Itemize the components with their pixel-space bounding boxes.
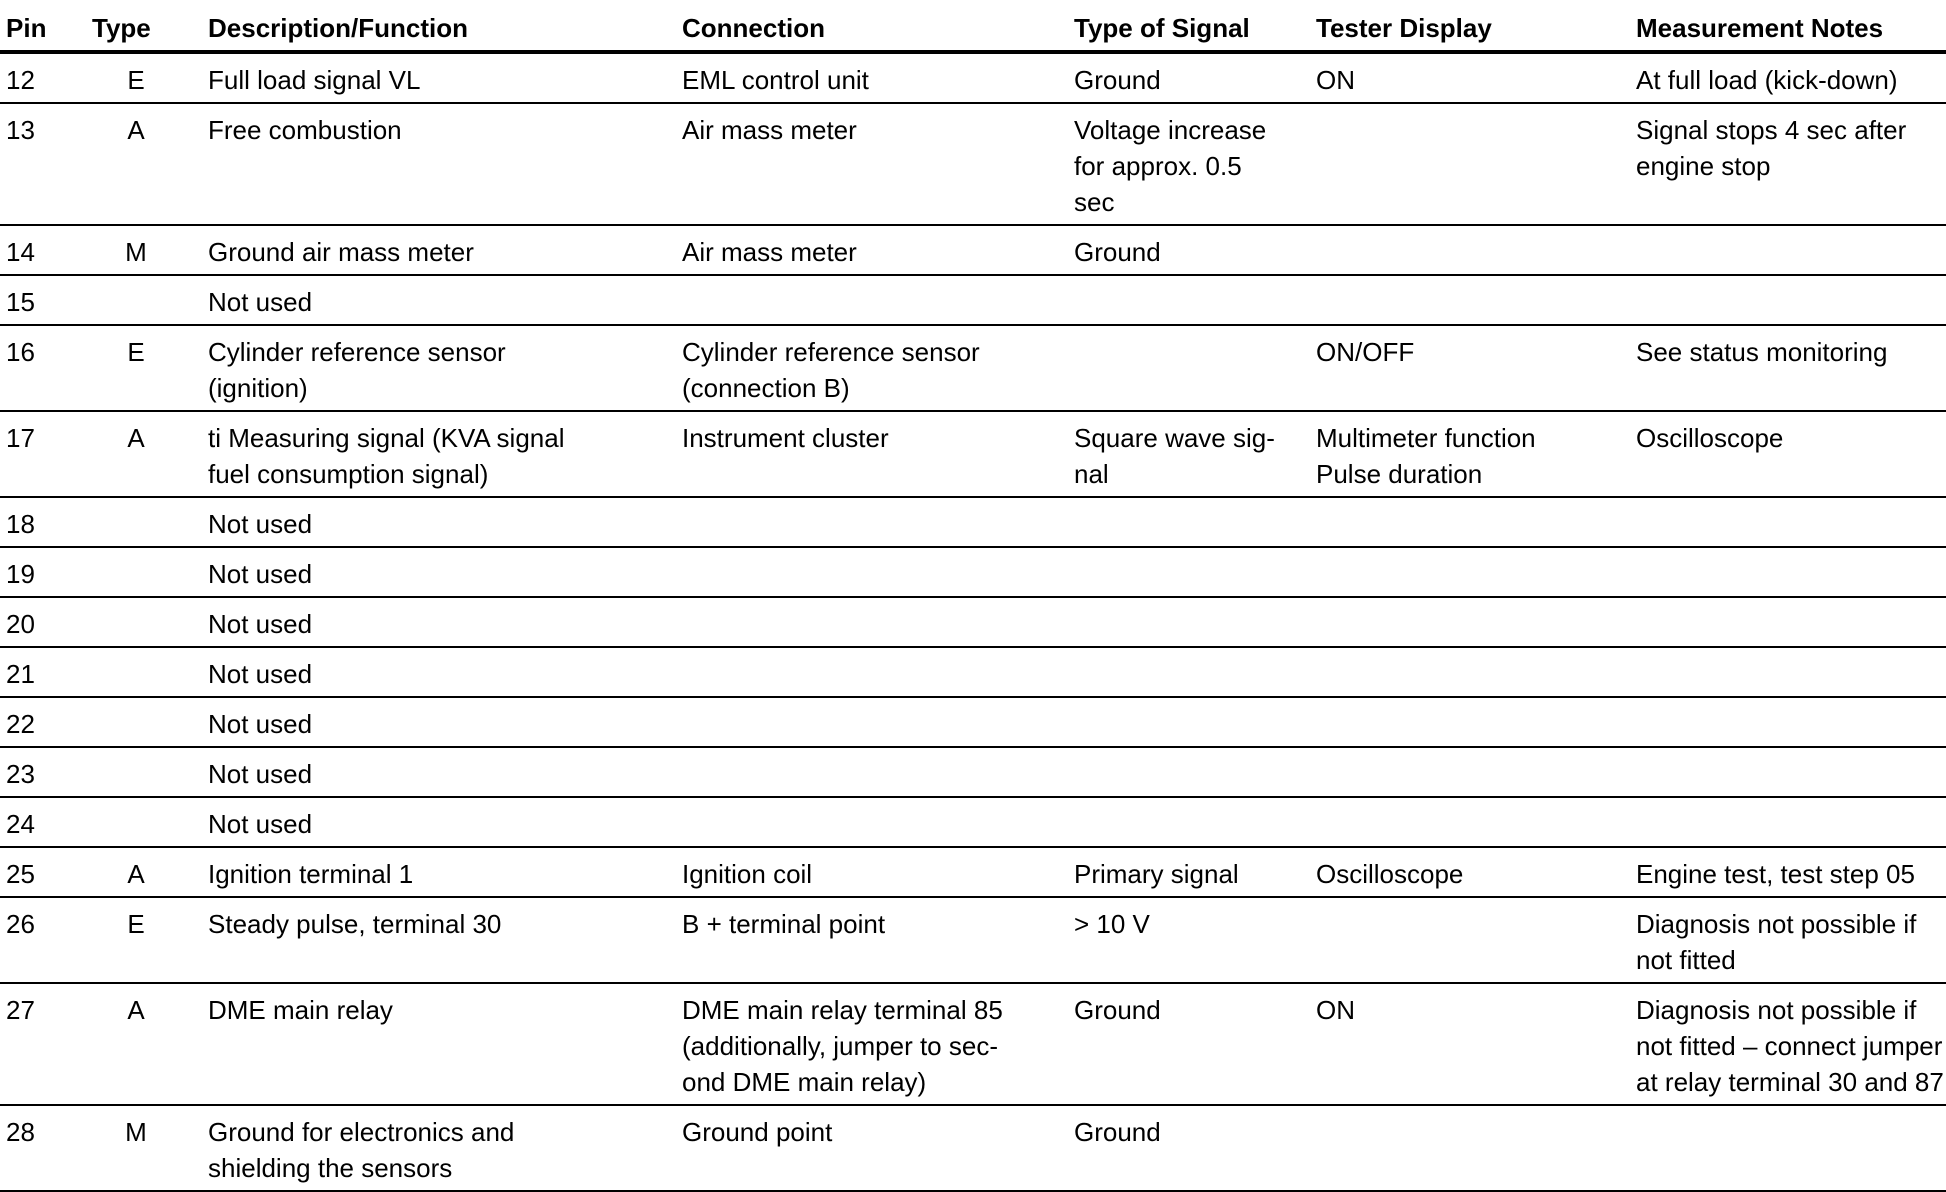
cell-description: Not used xyxy=(208,597,682,647)
cell-tester: ON/OFF xyxy=(1316,325,1636,411)
table-row xyxy=(0,497,1946,547)
cell-signal: Primary signal xyxy=(1074,847,1316,897)
cell-pin: 17 xyxy=(0,411,92,497)
header-connection: Connection xyxy=(682,0,1074,52)
cell-pin: 14 xyxy=(0,225,92,275)
cell-tester xyxy=(1316,103,1636,225)
table-row xyxy=(0,647,1946,697)
cell-pin: 12 xyxy=(0,52,92,103)
cell-connection: Air mass meter xyxy=(682,225,1074,275)
cell-type xyxy=(92,547,208,597)
cell-description: Not used xyxy=(208,547,682,597)
cell-description: Not used xyxy=(208,797,682,847)
table-row xyxy=(0,325,1946,411)
cell-description: Ground for electronics and shielding the sensors xyxy=(208,1105,682,1191)
cell-connection xyxy=(682,747,1074,797)
cell-pin: 25 xyxy=(0,847,92,897)
header-tester: Tester Display xyxy=(1316,0,1636,52)
cell-tester xyxy=(1316,897,1636,983)
table-row xyxy=(0,697,1946,747)
cell-pin: 19 xyxy=(0,547,92,597)
cell-tester: Oscilloscope xyxy=(1316,847,1636,897)
cell-signal xyxy=(1074,647,1316,697)
table-row xyxy=(0,797,1946,847)
cell-notes xyxy=(1636,647,1946,697)
cell-connection: Cylinder reference sensor (connection B) xyxy=(682,325,1074,411)
cell-connection: EML control unit xyxy=(682,52,1074,103)
cell-type xyxy=(92,497,208,547)
cell-tester xyxy=(1316,547,1636,597)
cell-connection xyxy=(682,797,1074,847)
table-row xyxy=(0,275,1946,325)
cell-description: Not used xyxy=(208,747,682,797)
table-row xyxy=(0,547,1946,597)
cell-description: ti Measuring signal (KVA signal fuel consumption signal) xyxy=(208,411,682,497)
cell-signal: Voltage increase for approx. 0.5 sec xyxy=(1074,103,1316,225)
cell-notes xyxy=(1636,697,1946,747)
cell-type xyxy=(92,747,208,797)
table-row xyxy=(0,897,1946,983)
cell-description: Free combustion xyxy=(208,103,682,225)
cell-tester xyxy=(1316,1105,1636,1191)
cell-type: A xyxy=(92,847,208,897)
cell-signal: Ground xyxy=(1074,983,1316,1105)
table-row xyxy=(0,52,1946,103)
cell-tester xyxy=(1316,275,1636,325)
cell-notes xyxy=(1636,225,1946,275)
header-type: Type xyxy=(92,0,208,52)
cell-notes: Oscilloscope xyxy=(1636,411,1946,497)
cell-description: Not used xyxy=(208,647,682,697)
cell-notes xyxy=(1636,497,1946,547)
cell-connection xyxy=(682,697,1074,747)
cell-tester xyxy=(1316,797,1636,847)
cell-type: M xyxy=(92,1105,208,1191)
cell-signal: Square wave sig- nal xyxy=(1074,411,1316,497)
cell-signal xyxy=(1074,597,1316,647)
cell-connection: Instrument cluster xyxy=(682,411,1074,497)
cell-type: E xyxy=(92,52,208,103)
header-notes: Measurement Notes xyxy=(1636,0,1946,52)
cell-tester xyxy=(1316,647,1636,697)
cell-pin: 16 xyxy=(0,325,92,411)
table-header xyxy=(0,0,1946,52)
cell-description: Full load signal VL xyxy=(208,52,682,103)
cell-pin: 24 xyxy=(0,797,92,847)
cell-type xyxy=(92,647,208,697)
cell-pin: 13 xyxy=(0,103,92,225)
table-row xyxy=(0,847,1946,897)
cell-signal xyxy=(1074,697,1316,747)
cell-type: E xyxy=(92,897,208,983)
cell-signal xyxy=(1074,747,1316,797)
cell-description: Ground air mass meter xyxy=(208,225,682,275)
cell-tester: ON xyxy=(1316,983,1636,1105)
table-row xyxy=(0,747,1946,797)
cell-type: A xyxy=(92,983,208,1105)
cell-signal: Ground xyxy=(1074,52,1316,103)
cell-type: E xyxy=(92,325,208,411)
table-row xyxy=(0,103,1946,225)
table-body xyxy=(0,52,1946,1191)
cell-signal: Ground xyxy=(1074,225,1316,275)
header-description: Description/Function xyxy=(208,0,682,52)
cell-signal xyxy=(1074,547,1316,597)
cell-tester xyxy=(1316,747,1636,797)
cell-signal: Ground xyxy=(1074,1105,1316,1191)
cell-description: Cylinder reference sensor (ignition) xyxy=(208,325,682,411)
cell-connection xyxy=(682,547,1074,597)
cell-connection: Air mass meter xyxy=(682,103,1074,225)
cell-tester: ON xyxy=(1316,52,1636,103)
cell-type xyxy=(92,597,208,647)
cell-signal xyxy=(1074,497,1316,547)
cell-pin: 20 xyxy=(0,597,92,647)
cell-notes: Engine test, test step 05 xyxy=(1636,847,1946,897)
cell-tester xyxy=(1316,225,1636,275)
table-row xyxy=(0,225,1946,275)
cell-description: Not used xyxy=(208,697,682,747)
cell-pin: 21 xyxy=(0,647,92,697)
cell-type: M xyxy=(92,225,208,275)
cell-tester xyxy=(1316,497,1636,547)
cell-signal: > 10 V xyxy=(1074,897,1316,983)
table-row xyxy=(0,983,1946,1105)
cell-tester: Multimeter function Pulse duration xyxy=(1316,411,1636,497)
cell-type xyxy=(92,797,208,847)
cell-type: A xyxy=(92,411,208,497)
header-signal: Type of Signal xyxy=(1074,0,1316,52)
table-row xyxy=(0,597,1946,647)
cell-notes xyxy=(1636,1105,1946,1191)
cell-pin: 27 xyxy=(0,983,92,1105)
cell-tester xyxy=(1316,697,1636,747)
cell-connection: B + terminal point xyxy=(682,897,1074,983)
cell-connection: Ignition coil xyxy=(682,847,1074,897)
cell-description: Not used xyxy=(208,497,682,547)
cell-connection: Ground point xyxy=(682,1105,1074,1191)
cell-description: Ignition terminal 1 xyxy=(208,847,682,897)
cell-description: Steady pulse, terminal 30 xyxy=(208,897,682,983)
cell-signal xyxy=(1074,325,1316,411)
cell-pin: 23 xyxy=(0,747,92,797)
header-pin: Pin xyxy=(0,0,92,52)
cell-pin: 22 xyxy=(0,697,92,747)
cell-connection xyxy=(682,275,1074,325)
cell-notes: Signal stops 4 sec after engine stop xyxy=(1636,103,1946,225)
cell-notes: See status monitoring xyxy=(1636,325,1946,411)
cell-pin: 15 xyxy=(0,275,92,325)
cell-type xyxy=(92,697,208,747)
cell-type: A xyxy=(92,103,208,225)
cell-description: DME main relay xyxy=(208,983,682,1105)
cell-description: Not used xyxy=(208,275,682,325)
cell-notes: Diagnosis not possible if not fitted xyxy=(1636,897,1946,983)
cell-notes xyxy=(1636,597,1946,647)
cell-connection: DME main relay terminal 85 (additionally, jumper to sec- ond DME main relay) xyxy=(682,983,1074,1105)
cell-pin: 18 xyxy=(0,497,92,547)
cell-notes: At full load (kick-down) xyxy=(1636,52,1946,103)
cell-signal xyxy=(1074,275,1316,325)
cell-notes xyxy=(1636,547,1946,597)
cell-type xyxy=(92,275,208,325)
cell-connection xyxy=(682,647,1074,697)
cell-signal xyxy=(1074,797,1316,847)
cell-connection xyxy=(682,497,1074,547)
cell-pin: 28 xyxy=(0,1105,92,1191)
cell-notes xyxy=(1636,747,1946,797)
header-row xyxy=(0,0,1946,52)
cell-connection xyxy=(682,597,1074,647)
cell-notes xyxy=(1636,797,1946,847)
cell-tester xyxy=(1316,597,1636,647)
cell-notes: Diagnosis not possible if not fitted – connect jumper at relay terminal 30 and 87 xyxy=(1636,983,1946,1105)
table-row xyxy=(0,1105,1946,1191)
table-row xyxy=(0,411,1946,497)
cell-pin: 26 xyxy=(0,897,92,983)
cell-notes xyxy=(1636,275,1946,325)
